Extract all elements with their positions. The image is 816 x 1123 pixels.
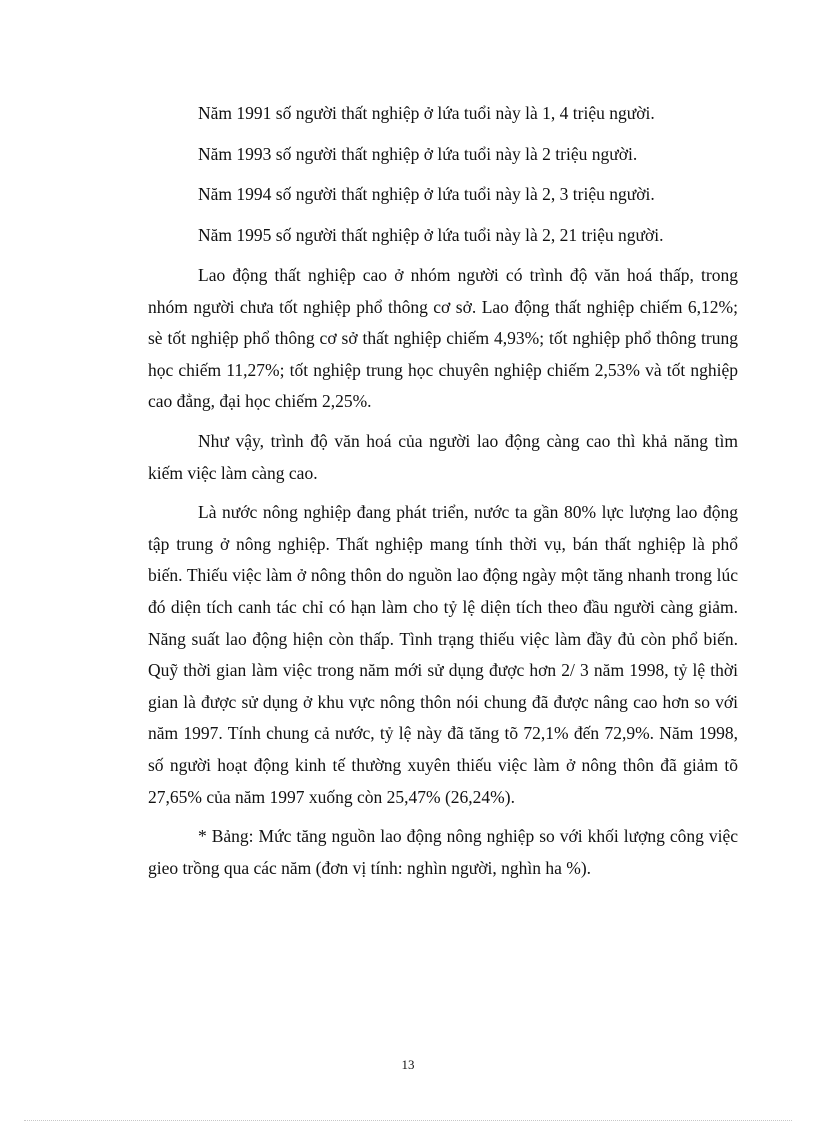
page-number: 13 xyxy=(401,1057,415,1072)
statistic-line-1994: Năm 1994 số người thất nghiệp ở lứa tuổi này là 2, 3 triệu người. xyxy=(198,184,655,204)
statistic-line-1991: Năm 1991 số người thất nghiệp ở lứa tuổi này là 1, 4 triệu người. xyxy=(198,103,655,123)
body-text xyxy=(148,98,738,884)
statistic-line-1995: Năm 1995 số người thất nghiệp ở lứa tuổi này là 2, 21 triệu người. xyxy=(198,224,664,245)
paragraph-education-conclusion: Như vậy, trình độ văn hoá của người lao động càng cao thì khả năng tìm kiếm việc làm càng cao. xyxy=(148,430,738,483)
paragraph-education-unemployment: Lao động thất nghiệp cao ở nhóm người có trình độ văn hoá thấp, trong nhóm người chưa tốt nghiệp phổ thông cơ sở. Lao động thất nghiệp chiếm 6,12%; sè tốt nghiệp phổ thông cơ sở thất nghiệp chiếm 4,93%; tốt nghiệp phổ thông trung học chiếm 11,27%; tốt nghiệp trung học chuyên nghiệp chiếm 2,53% và tốt nghiệp cao đẳng, đại học chiếm 2,25%. xyxy=(148,265,738,412)
table-caption: * Bảng: Mức tăng nguồn lao động nông nghiệp so với khối lượng công việc gieo trồng qua các năm (đơn vị tính: nghìn người, nghìn ha %). xyxy=(148,826,738,878)
statistic-line-1993: Năm 1993 số người thất nghiệp ở lứa tuổi này là 2 triệu người. xyxy=(198,143,638,164)
page-bottom-border xyxy=(24,1120,792,1121)
paragraph-rural-labor: Là nước nông nghiệp đang phát triển, nước ta gần 80% lực lượng lao động tập trung ở nông nghiệp. Thất nghiệp mang tính thời vụ, bán thất nghiệp là phổ biến. Thiếu việc làm ở nông thôn do nguồn lao động ngày một tăng nhanh trong lúc đó diện tích canh tác chỉ có hạn làm cho tỷ lệ diện tích theo đầu người càng giảm. Năng suất lao động hiện còn thấp. Tình trạng thiếu việc làm đầy đủ còn phổ biến. Quỹ thời gian làm việc trong năm mới sử dụng được hơn 2/ 3 năm 1998, tỷ lệ thời gian là được sử dụng ở khu vực nông thôn nói chung đã được nâng cao hơn so với năm 1997. Tính chung cả nước, tỷ lệ này đã tăng tõ 72,1% đến 72,9%. Năm 1998, số người hoạt động kinh tế thường xuyên thiếu việc làm ở nông thôn đã giảm tõ 27,65% của năm 1997 xuống còn 25,47% (26,24%). xyxy=(148,502,738,807)
